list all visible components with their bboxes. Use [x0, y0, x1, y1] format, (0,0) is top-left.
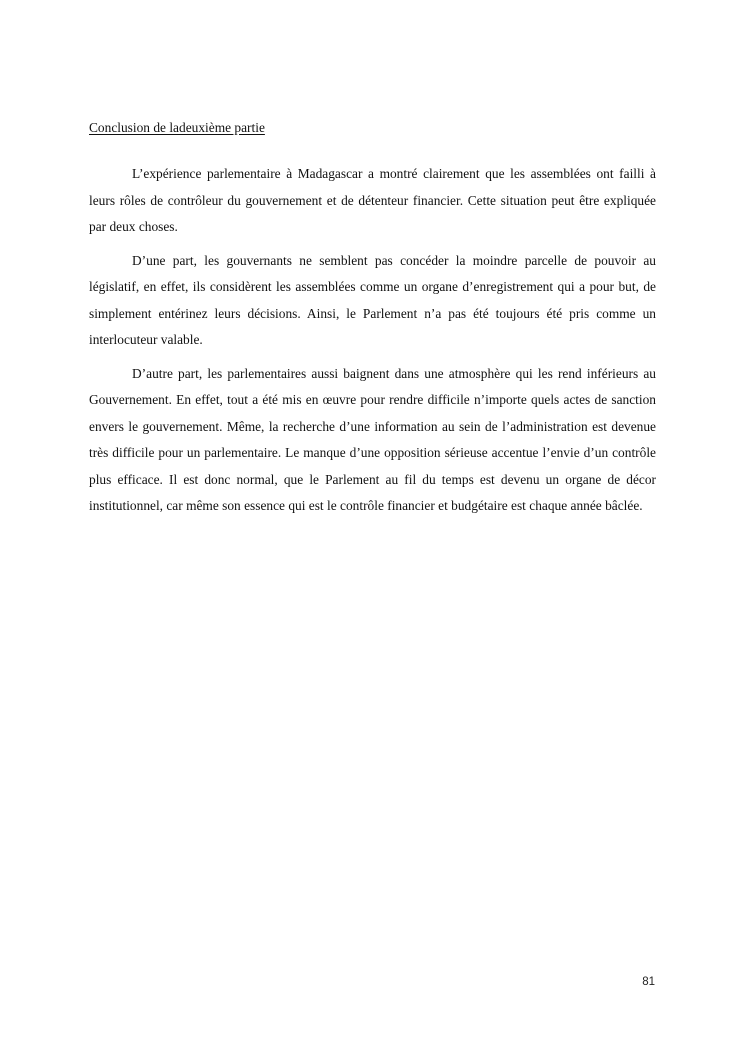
page-number: 81: [642, 976, 655, 988]
paragraph-intro: L’expérience parlementaire à Madagascar a montré clairement que les assemblées ont failli à leurs rôles de contrôleur du gouvernement et de détenteur financier. Cette situation peut être expliquée par deux choses.: [89, 166, 656, 234]
body-text: [89, 161, 656, 527]
section-heading: Conclusion de ladeuxième partie: [89, 120, 265, 135]
paragraph-parliamentarians: D’autre part, les parlementaires aussi baignent dans une atmosphère qui les rend inférieurs au Gouvernement. En effet, tout a été mis en œuvre pour rendre difficile n’importe quels actes de sanction envers le gouvernement. Même, la recherche d’une information au sein de l’administration est devenue très difficile pour un parlementaire. Le manque d’une opposition sérieuse accentue l’envie d’un contrôle plus efficace. Il est donc normal, que le Parlement au fil du temps est devenu un organe de décor institutionnel, car même son essence qui est le contrôle financier et budgétaire est chaque année bâclée.: [89, 365, 656, 513]
paragraph-governments: D’une part, les gouvernants ne semblent pas concéder la moindre parcelle de pouvoir au législatif, en effet, ils considèrent les assemblées comme un organe d’enregistrement qui a pour but, de simplement entérinez leurs décisions. Ainsi, le Parlement n’a pas été toujours été pris comme un interlocuteur valable.: [89, 252, 656, 347]
